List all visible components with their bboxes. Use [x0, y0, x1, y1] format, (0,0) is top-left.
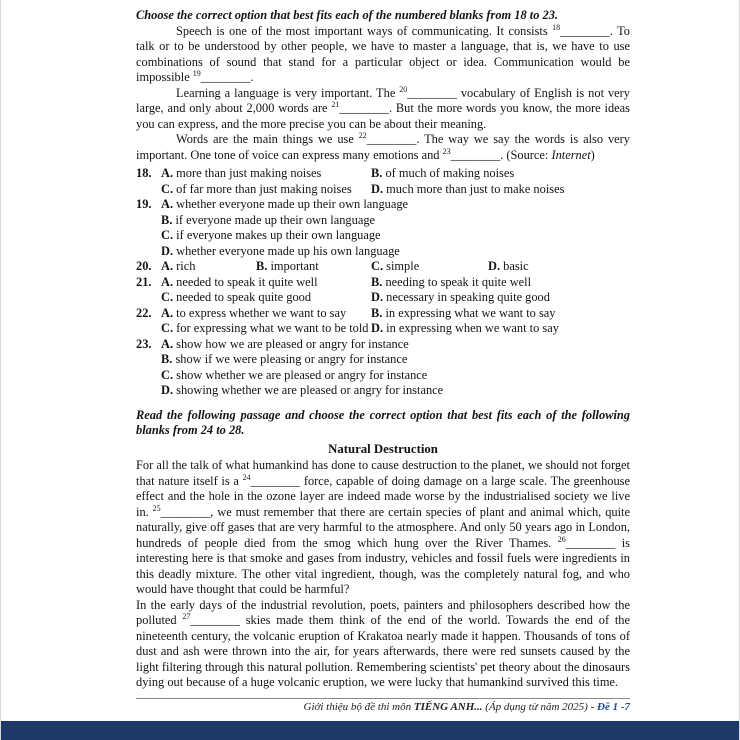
question-22-option-A: A. to express whether we want to say: [161, 305, 347, 320]
question-number: 23.: [136, 336, 152, 351]
question-20-option-A: A. rich: [161, 259, 196, 273]
question-19-option-C: C. if everyone makes up their own language: [161, 228, 381, 242]
question-20-option-D: D. basic: [488, 259, 529, 273]
question-22: [136, 306, 630, 337]
instruction-1: Choose the correct option that best fits each of the numbered blanks from 18 to 23.: [136, 8, 558, 22]
question-21: [136, 275, 630, 306]
question-21-option-D: D. necessary in speaking quite good: [371, 290, 550, 304]
question-21-option-C: C. needed to speak quite good: [161, 290, 312, 304]
question-number: 20.: [136, 259, 152, 273]
question-18: [136, 166, 630, 197]
footer-text-prefix: Giới thiệu bộ đề thi môn: [303, 701, 414, 713]
question-23: [136, 337, 630, 399]
question-number: 21.: [136, 274, 152, 289]
question-18-option-C: C. of far more than just making noises: [161, 181, 352, 196]
question-21-option-A: A. needed to speak it quite well: [161, 274, 318, 289]
footer-page-label: Đề 1 -7: [597, 701, 630, 713]
question-19: [136, 197, 630, 259]
question-20-option-C: C. simple: [371, 259, 420, 273]
questions-list: [136, 166, 630, 399]
question-18-option-D: D. much more than just to make noises: [371, 181, 565, 196]
bottom-accent-bar: [1, 721, 740, 740]
passage2-paragraph-1: For all the talk of what humankind has done to cause destruction to the planet, we should not forget that nature itself is a $^{24}$________ force, capable of doing damage on a large scale. The greenhouse effect and the hole in the ozone layer are indeed made worse by the industrialised society we live in. $^{25}$________, we must remember that there are certain species of plant and animal which, quite naturally, give off gases that are very harmful to the atmosphere. And only 50 years ago in London, hundreds of people died from the smog which hung over the River Thames. $^{26}$________ is interesting here is that smoke and gases from industry, vehicles and fossil fuels were ingredients in this deadly mixture. The other vital ingredient, though, was the completely natural fog, and who would have thought that could be harmful?: [136, 458, 630, 596]
question-23-option-C: C. show whether we are pleased or angry for instance: [161, 367, 428, 382]
question-23-option-A: A. show how we are pleased or angry for instance: [161, 336, 409, 351]
page-footer: [136, 698, 630, 713]
question-19-option-D: D. whether everyone made up his own language: [161, 243, 400, 258]
passage1-paragraph-3: Words are the main things we use $^{22}$________. The way we say the words is also very important. One tone of voice can express many emotions and $^{23}$________. (Source: Internet): [136, 130, 630, 162]
question-number: 22.: [136, 305, 152, 320]
question-22-option-D: D. in expressing when we want to say: [371, 321, 559, 335]
question-20-option-B: B. important: [256, 259, 319, 273]
question-23-option-D: D. showing whether we are pleased or angry for instance: [161, 383, 444, 397]
question-18-option-B: B. of much of making noises: [371, 166, 515, 180]
question-23-option-B: B. show if we were pleasing or angry for instance: [161, 352, 408, 366]
question-22-option-C: C. for expressing what we want to be told: [161, 321, 369, 335]
question-number: 18.: [136, 166, 152, 180]
question-number: 19.: [136, 197, 152, 211]
instruction-2: Read the following passage and choose the correct option that best fits each of the following blanks from 24 to 28.: [136, 407, 630, 437]
question-22-option-B: B. in expressing what we want to say: [371, 305, 556, 320]
passage1-paragraph-2: Learning a language is very important. The $^{20}$________ vocabulary of English is not very large, and only about 2,000 words are $^{21}$________. But the more words you know, the more ideas you can express, and the more precise you can be about their meaning.: [136, 84, 630, 131]
footer-text-middle: (Áp dụng từ năm 2025) -: [482, 701, 597, 713]
question-18-option-A: A. more than just making noises: [161, 166, 322, 180]
question-19-option-B: B. if everyone made up their own language: [161, 212, 376, 227]
passage1-paragraph-1: Speech is one of the most important ways of communicating. It consists $^{18}$________. To talk or to be understood by other people, we have to master a language, that is, we have to use combinations of sound that stand for a particular object or idea. Communication would be impossible $^{19}$________.: [136, 22, 630, 84]
passage2-title: Natural Destruction: [328, 441, 438, 456]
question-19-option-A: A. whether everyone made up their own language: [161, 197, 409, 211]
question-21-option-B: B. needing to speak it quite well: [371, 274, 532, 289]
passage2-paragraph-2: In the early days of the industrial revolution, poets, painters and philosophers described how the polluted $^{27}$________ skies made them think of the end of the world. Towards the end of the nineteenth century, the volcanic eruption of Krakatoa nearly made it happen. Thousands of tons of dust and ash were thrown into the air, for years afterwards, there were red sunsets caused by the light filtering through this natural pollution. Remembering scientists' pet theory about the dinosaurs dying out because of a huge volcanic eruption, we were lucky that humankind survived this time.: [136, 597, 630, 689]
document-content: [136, 8, 630, 691]
question-20: [136, 259, 630, 275]
footer-subject: TIẾNG ANH...: [413, 701, 483, 713]
